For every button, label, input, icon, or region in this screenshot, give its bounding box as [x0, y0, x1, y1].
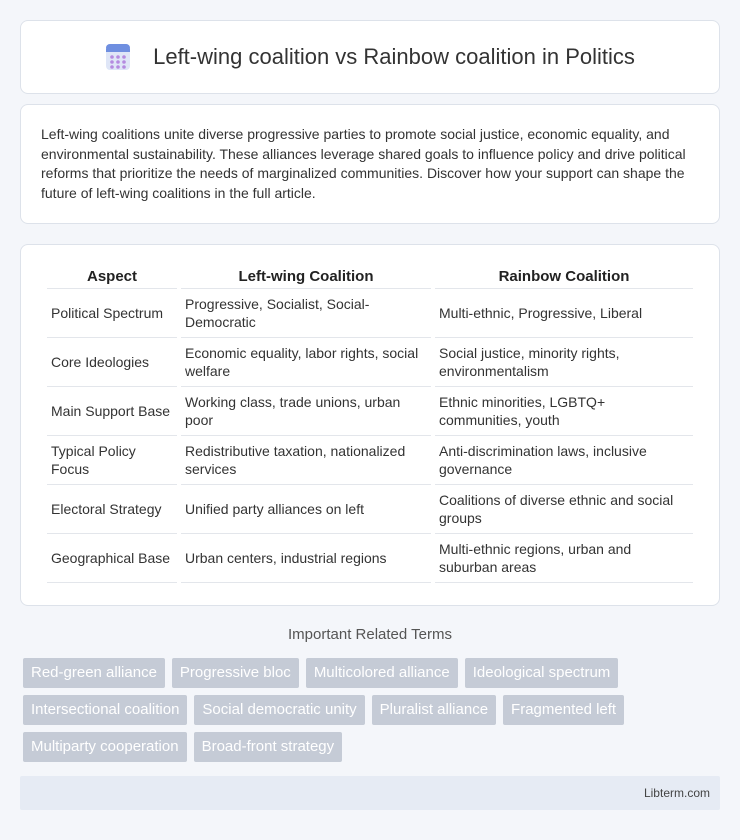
table-header-row [47, 263, 693, 289]
header-card [20, 20, 720, 94]
table-cell: Core Ideologies [47, 338, 177, 387]
table-row [47, 534, 693, 583]
table-header: Left-wing Coalition [181, 263, 431, 289]
related-terms-list [23, 658, 723, 762]
table-cell: Anti-discrimination laws, inclusive governance [435, 436, 693, 485]
term-tag[interactable]: Multiparty cooperation [23, 732, 187, 762]
table-cell: Working class, trade unions, urban poor [181, 387, 431, 436]
table-cell: Redistributive taxation, nationalized services [181, 436, 431, 485]
table-cell: Multi-ethnic, Progressive, Liberal [435, 289, 693, 338]
term-tag[interactable]: Broad-front strategy [194, 732, 343, 762]
term-tag[interactable]: Intersectional coalition [23, 695, 187, 725]
table-row [47, 338, 693, 387]
footer [20, 776, 720, 810]
intro-card [20, 104, 720, 224]
footer-site-link[interactable]: Libterm.com [643, 786, 710, 800]
term-tag[interactable]: Fragmented left [503, 695, 624, 725]
comparison-table-card [20, 244, 720, 606]
comparison-table [43, 263, 697, 583]
table-cell: Progressive, Socialist, Social-Democratic [181, 289, 431, 338]
term-tag[interactable]: Red-green alliance [23, 658, 165, 688]
table-cell: Multi-ethnic regions, urban and suburban areas [435, 534, 693, 583]
term-tag[interactable]: Multicolored alliance [306, 658, 458, 688]
title-wrap [105, 43, 635, 71]
table-cell: Main Support Base [47, 387, 177, 436]
term-tag[interactable]: Ideological spectrum [465, 658, 619, 688]
table-row [47, 485, 693, 534]
table-cell: Geographical Base [47, 534, 177, 583]
term-tag[interactable]: Social democratic unity [194, 695, 364, 725]
table-cell: Unified party alliances on left [181, 485, 431, 534]
table-cell: Typical Policy Focus [47, 436, 177, 485]
table-cell: Social justice, minority rights, environmentalism [435, 338, 693, 387]
table-cell: Urban centers, industrial regions [181, 534, 431, 583]
table-header: Aspect [47, 263, 177, 289]
related-terms-title: Important Related Terms [288, 626, 452, 643]
table-cell: Economic equality, labor rights, social welfare [181, 338, 431, 387]
table-row [47, 289, 693, 338]
table-cell: Ethnic minorities, LGBTQ+ communities, youth [435, 387, 693, 436]
table-header: Rainbow Coalition [435, 263, 693, 289]
term-tag[interactable]: Pluralist alliance [372, 695, 496, 725]
table-row [47, 436, 693, 485]
page-title: Left-wing coalition vs Rainbow coalition in Politics [153, 44, 635, 69]
term-tag[interactable]: Progressive bloc [172, 658, 299, 688]
table-row [47, 387, 693, 436]
calculator-icon [105, 43, 131, 71]
table-cell: Coalitions of diverse ethnic and social groups [435, 485, 693, 534]
intro-text: Left-wing coalitions unite diverse progressive parties to promote social justice, economic equality, and environmental sustainability. These alliances leverage shared goals to influence policy and drive political reforms that prioritize the needs of marginalized communities. Discover how your support can shape the future of left-wing coalitions in the full article. [41, 126, 686, 201]
table-cell: Political Spectrum [47, 289, 177, 338]
table-cell: Electoral Strategy [47, 485, 177, 534]
